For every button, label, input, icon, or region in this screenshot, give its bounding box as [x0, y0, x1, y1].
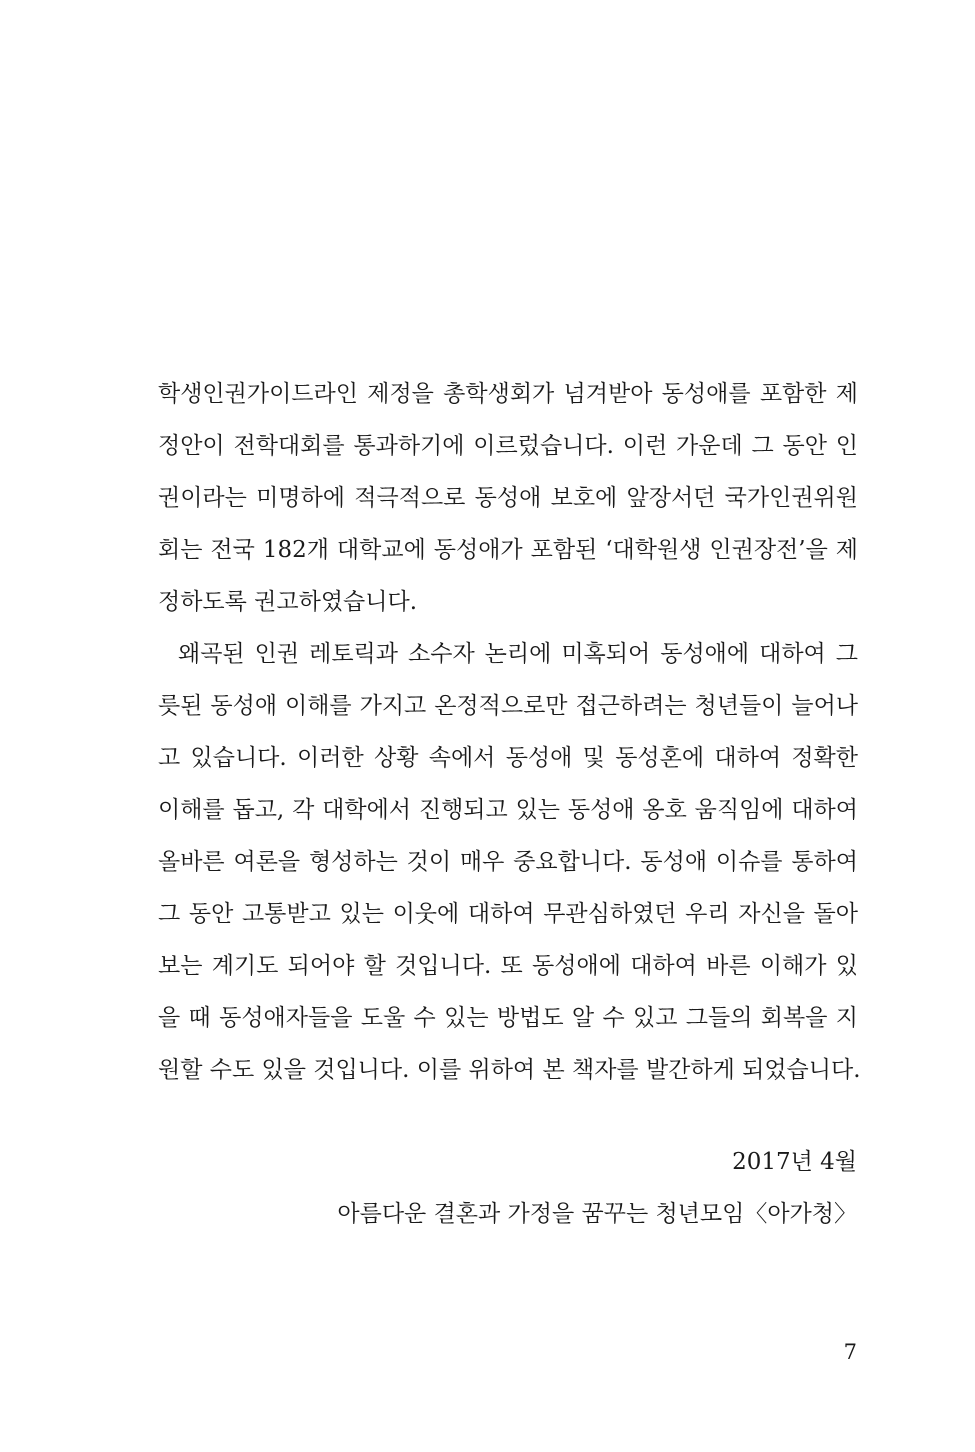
- paragraph-line: 보는 계기도 되어야 할 것입니다. 또 동성애에 대하여 바른 이해가 있: [158, 953, 858, 979]
- page-number: 7: [843, 1340, 857, 1364]
- paragraph-line: 권이라는 미명하에 적극적으로 동성애 보호에 앞장서던 국가인권위원: [158, 485, 858, 511]
- paragraph-line: 정하도록 권고하였습니다.: [158, 589, 418, 615]
- paragraph-line: 고 있습니다. 이러한 상황 속에서 동성애 및 동성혼에 대하여 정확한: [158, 745, 858, 771]
- signature-organization: 아름다운 결혼과 가정을 꿈꾸는 청년모임〈아가청〉: [337, 1201, 857, 1227]
- paragraph-line: 이해를 돕고, 각 대학에서 진행되고 있는 동성애 옹호 움직임에 대하여: [158, 797, 858, 823]
- signature-block: [337, 1136, 857, 1240]
- paragraph-line: 그 동안 고통받고 있는 이웃에 대하여 무관심하였던 우리 자신을 돌아: [158, 901, 858, 927]
- paragraph-line: 올바른 여론을 형성하는 것이 매우 중요합니다. 동성애 이슈를 통하여: [158, 849, 858, 875]
- paragraph-line: 정안이 전학대회를 통과하기에 이르렀습니다. 이런 가운데 그 동안 인: [158, 433, 858, 459]
- paragraph-line: 릇된 동성애 이해를 가지고 온정적으로만 접근하려는 청년들이 늘어나: [158, 693, 858, 719]
- paragraph-line: 을 때 동성애자들을 도울 수 있는 방법도 알 수 있고 그들의 회복을 지: [158, 1005, 858, 1031]
- paragraph-line: 학생인권가이드라인 제정을 총학생회가 넘겨받아 동성애를 포함한 제: [158, 381, 858, 407]
- paragraph-2: [158, 628, 861, 1096]
- paragraph-line: 왜곡된 인권 레토릭과 소수자 논리에 미혹되어 동성애에 대하여 그: [178, 641, 858, 667]
- paragraph-line: 원할 수도 있을 것입니다. 이를 위하여 본 책자를 발간하게 되었습니다.: [158, 1057, 861, 1083]
- paragraph-line: 회는 전국 182개 대학교에 동성애가 포함된 ‘대학원생 인권장전’을 제: [158, 537, 858, 563]
- paragraph-1: [158, 368, 858, 628]
- signature-date: 2017년 4월: [732, 1149, 857, 1175]
- body-text: [158, 368, 861, 1096]
